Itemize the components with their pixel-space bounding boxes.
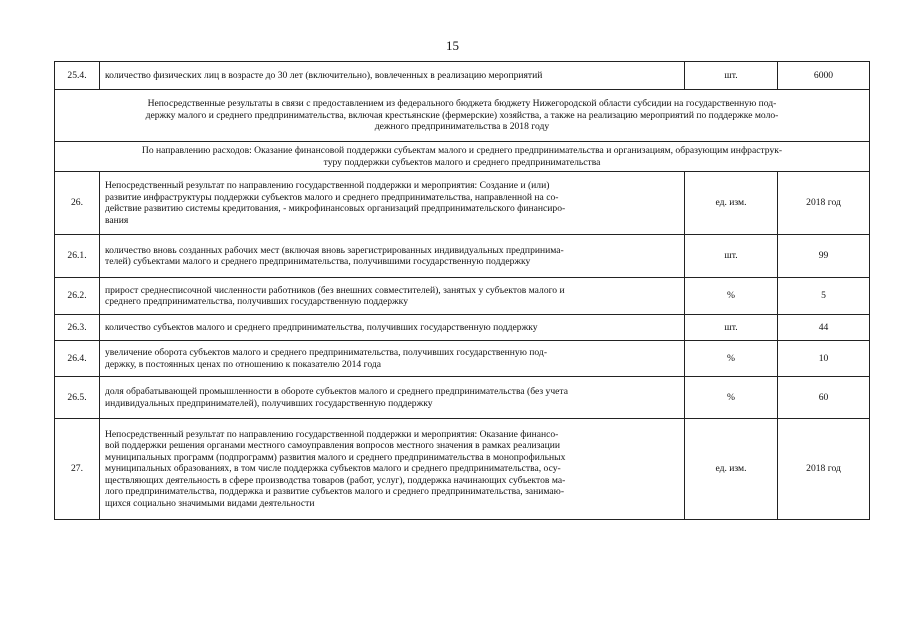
row-description: количество физических лиц в возрасте до 30 лет (включительно), вовлеченных в реализацию мероприятий [100,62,685,90]
row-value: 2018 год [778,419,870,520]
section-heading: По направлению расходов: Оказание финансовой поддержки субъектам малого и среднего предпринимательства и организациям, образующим инфраструк- туру поддержки субъектов малого и среднего предпринимательства [55,142,870,172]
table-row [55,377,870,419]
table-row [55,419,870,520]
row-number: 26.5. [55,377,100,419]
table-row [55,278,870,315]
row-description: доля обрабатывающей промышленности в обороте субъектов малого и среднего предпринимательства (без учета индивидуальных предпринимателей), получивших государственную поддержку [100,377,685,419]
row-value: 2018 год [778,172,870,235]
row-value: 5 [778,278,870,315]
table-row [55,62,870,90]
row-description: количество субъектов малого и среднего предпринимательства, получивших государственную поддержку [100,315,685,341]
row-unit: ед. изм. [685,419,778,520]
row-number: 27. [55,419,100,520]
row-description: количество вновь созданных рабочих мест (включая вновь зарегистрированных индивидуальных предпринима- телей) субъектами малого и среднего предпринимательства, получившими государственную поддержку [100,235,685,278]
page-number: 15 [446,38,459,53]
row-number: 26. [55,172,100,235]
row-unit: шт. [685,235,778,278]
row-description: прирост среднесписочной численности работников (без внешних совместителей), занятых у субъектов малого и среднего предпринимательства, получивших государственную поддержку [100,278,685,315]
row-number: 26.1. [55,235,100,278]
row-unit: шт. [685,62,778,90]
row-description: увеличение оборота субъектов малого и среднего предпринимательства, получивших государственную под- держку, в постоянных ценах по отношению к показателю 2014 года [100,341,685,377]
row-number: 26.2. [55,278,100,315]
table-row [55,235,870,278]
row-value: 10 [778,341,870,377]
results-table [54,61,870,520]
row-unit: ед. изм. [685,172,778,235]
row-value: 99 [778,235,870,278]
row-description: Непосредственный результат по направлению государственной поддержки и мероприятия: Оказание финансо- вой поддержки решения органами местного самоуправления вопросов местного значения в рамках реализации муниципальных программ (подпрограмм) развития малого и среднего предпринимательства в монопрофильных муниципальных образованиях, в том числе поддержка субъектов малого и среднего предпринимательства, осу- ществляющих деятельность в сфере производства товаров (работ, услуг), поддержка начинающих субъектов ма- лого предпринимательства, поддержка и развитие субъектов малого и среднего предпринимательства, занимаю- щихся социально значимыми видами деятельности [100,419,685,520]
row-unit: шт. [685,315,778,341]
row-number: 26.3. [55,315,100,341]
row-value: 60 [778,377,870,419]
row-description: Непосредственный результат по направлению государственной поддержки и мероприятия: Создание и (или) развитие инфраструктуры поддержки субъектов малого и среднего предпринимательства, направленной на со- действие развитию системы кредитования, - микрофинансовых организаций предпринимательского финансиро- вания [100,172,685,235]
row-value: 44 [778,315,870,341]
section-row [55,90,870,142]
table-row [55,341,870,377]
row-unit: % [685,377,778,419]
row-unit: % [685,278,778,315]
row-value: 6000 [778,62,870,90]
table-row [55,172,870,235]
table-row [55,315,870,341]
row-number: 26.4. [55,341,100,377]
row-unit: % [685,341,778,377]
section-heading: Непосредственные результаты в связи с предоставлением из федерального бюджета бюджету Нижегородской области субсидии на государственную под- держку малого и среднего предпринимательства, включая крестьянские (фермерские) хозяйства, а также на реализацию мероприятий по поддержке моло- дежного предпринимательства в 2018 году [55,90,870,142]
section-row [55,142,870,172]
row-number: 25.4. [55,62,100,90]
